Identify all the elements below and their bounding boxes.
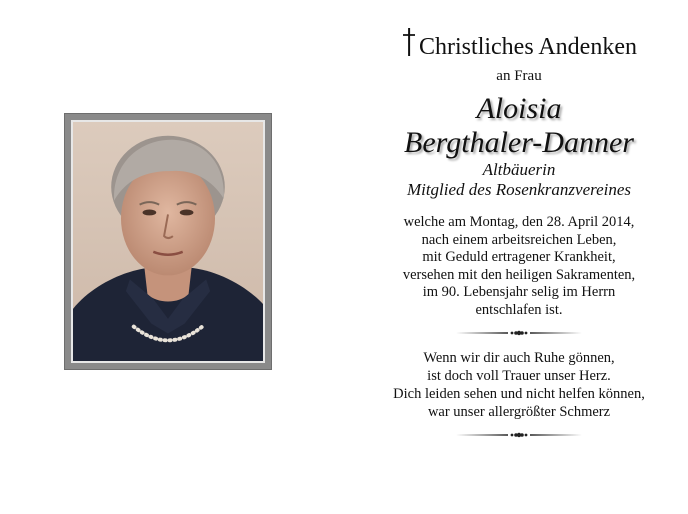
salutation: an Frau xyxy=(496,68,542,84)
ornament-divider xyxy=(456,329,582,337)
notice-line: entschlafen ist. xyxy=(475,301,563,318)
notice-line: mit Geduld ertragener Krankheit, xyxy=(422,249,616,265)
heading-text: Christliches Andenken xyxy=(419,34,637,60)
ornament-divider xyxy=(456,431,582,439)
death-notice xyxy=(370,214,668,319)
cross-icon xyxy=(401,28,417,56)
last-name: Bergthaler-Danner xyxy=(404,126,634,159)
portrait-photo xyxy=(71,120,265,363)
obituary-text xyxy=(370,28,668,439)
occupation: Altbäuerin xyxy=(482,160,556,179)
heading xyxy=(370,28,668,62)
verse-line: war unser allergrößter Schmerz xyxy=(427,404,611,420)
membership: Mitglied des Rosenkranzvereines xyxy=(406,180,632,199)
notice-line: nach einem arbeitsreichen Leben, xyxy=(421,231,617,248)
portrait-illustration xyxy=(73,122,263,361)
verse-line: Wenn wir dir auch Ruhe gönnen, xyxy=(423,350,615,366)
notice-line: versehen mit den heiligen Sakramenten, xyxy=(402,266,636,283)
verse-line: ist doch voll Trauer unser Herz. xyxy=(427,368,611,384)
verse-line: Dich leiden sehen und nicht helfen können, xyxy=(393,386,645,402)
notice-line: im 90. Lebensjahr selig im Herrn xyxy=(422,284,616,300)
memorial-verse xyxy=(370,349,668,421)
portrait-frame xyxy=(64,113,272,370)
first-name: Aloisia xyxy=(476,92,562,125)
notice-line: welche am Montag, den 28. April 2014, xyxy=(403,214,635,230)
